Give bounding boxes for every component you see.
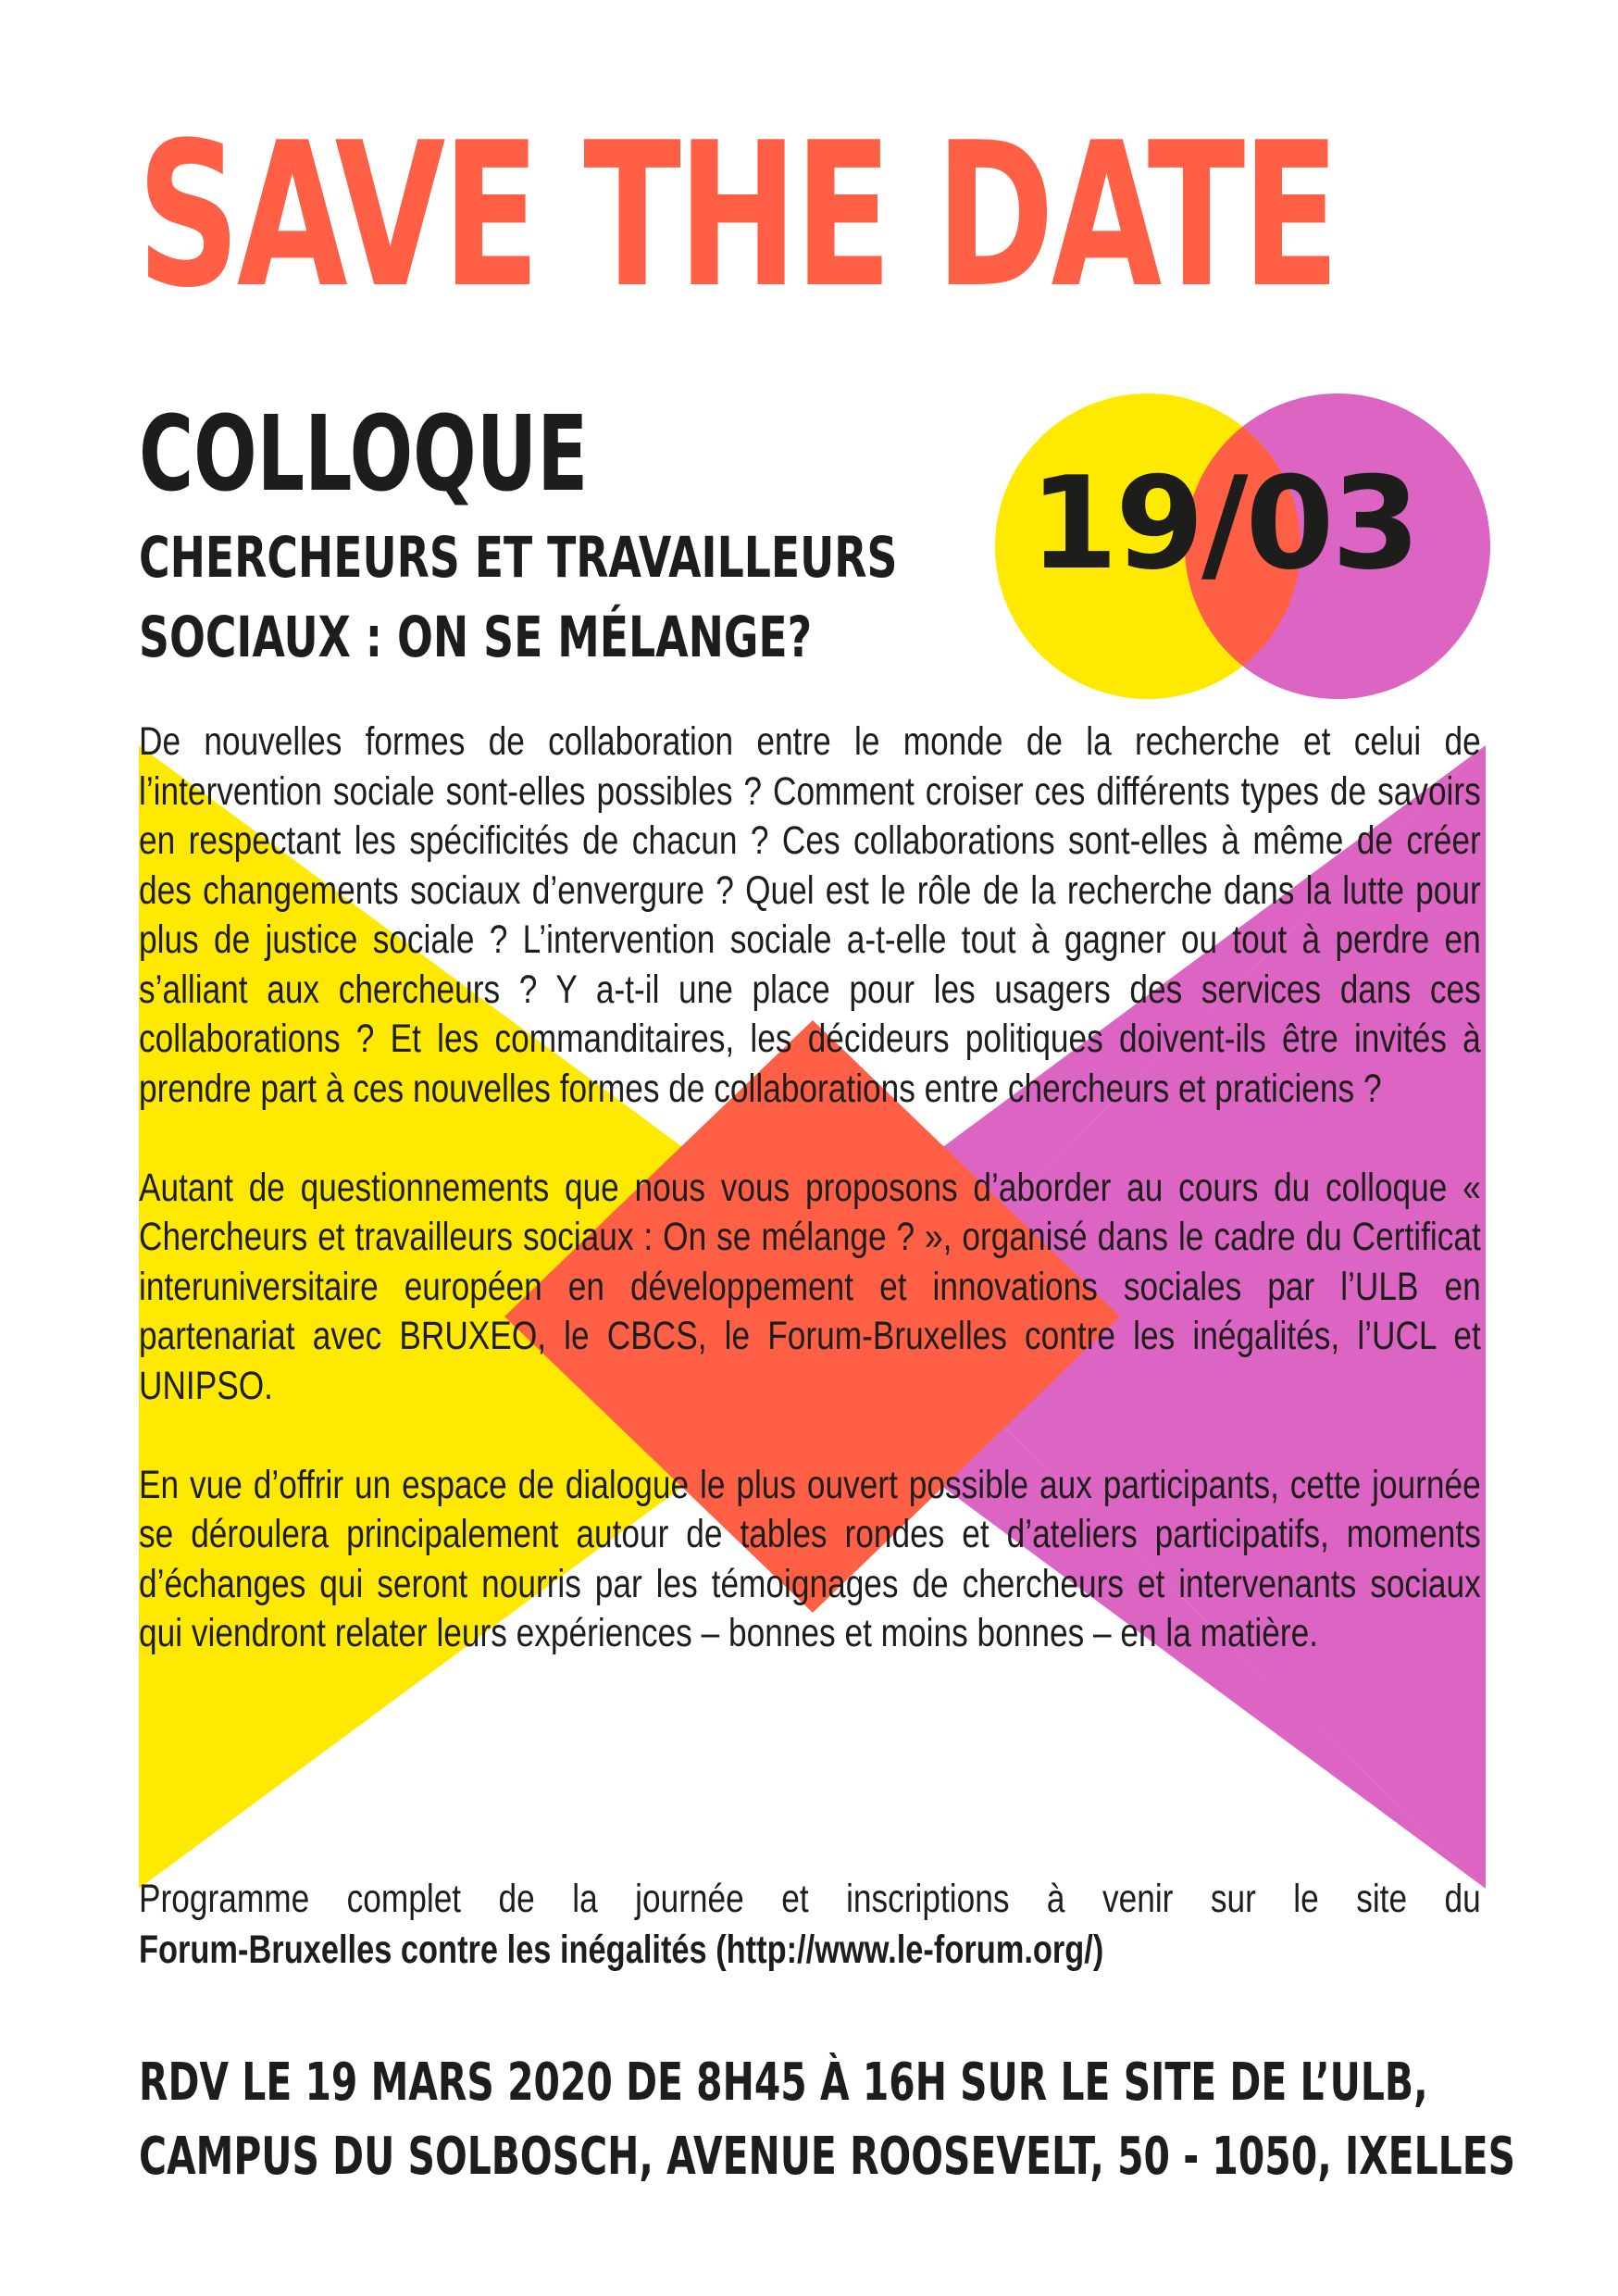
description-paragraph-2: Autant de questionnements que nous vous proposons d’aborder au cours du colloque « Chercheurs et travailleurs sociaux : On se mélange ? », organisé dans le cadre du Certificat interuniversitaire européen en développement et innovations sociales par l’ULB en partenariat avec BRUXEO, le CBCS, le Forum-Bruxelles contre les inégalités, l’UCL et UNIPSO. (139, 1165, 1481, 1408)
signup-info-text: Programme complet de la journée et inscriptions à venir sur le site du (139, 1877, 1481, 1921)
event-subtitle (139, 518, 897, 678)
description-paragraph-1: De nouvelles formes de collaboration entre le monde de la recherche et celui de l’intervention sociale sont-elles possibles ? Comment croiser ces différents types de savoirs en respectant les spécificités de chacun ? Ces collaborations sont-elles à même de créer des changements sociaux d’envergure ? Quel est le rôle de la recherche dans la lutte pour plus de justice sociale ? L’intervention sociale a-t-elle tout à gagner ou tout à perdre en s’alliant aux chercheurs ? Y a-t-il une place pour les usagers des services dans ces collaborations ? Et les commanditaires, les décideurs politiques doivent-ils être invités à prendre part à ces nouvelles formes de collaborations entre chercheurs et praticiens ? (139, 719, 1481, 1111)
event-type-label: COLLOQUE (139, 394, 589, 515)
save-the-date-headline: SAVE THE DATE (137, 99, 1337, 331)
venue-line-1: RDV LE 19 MARS 2020 DE 8H45 À 16H SUR LE SITE DE L’ULB, (139, 2053, 1428, 2113)
forum-website-link[interactable]: Forum-Bruxelles contre les inégalités (http://www.le-forum.org/) (139, 1928, 1104, 1972)
event-date-badge: 19/03 (1029, 449, 1418, 598)
event-description (139, 718, 1481, 1708)
venue-line-2: CAMPUS DU SOLBOSCH, AVENUE ROOSEVELT, 50 - 1050, IXELLES (139, 2127, 1516, 2187)
subtitle-line-2: SOCIAUX : ON SE MÉLANGE? (139, 605, 813, 670)
description-paragraph-3: En vue d’offrir un espace de dialogue le plus ouvert possible aux participants, cette journée se déroulera principalement autour de tables rondes et d’ateliers participatifs, moments d’échanges qui seront nourris par les témoignages de chercheurs et intervenants sociaux qui viendront relater leurs expériences – bonnes et moins bonnes – en la matière. (139, 1462, 1481, 1655)
venue-details (139, 2046, 1515, 2194)
subtitle-line-1: CHERCHEURS ET TRAVAILLEURS (139, 525, 898, 591)
